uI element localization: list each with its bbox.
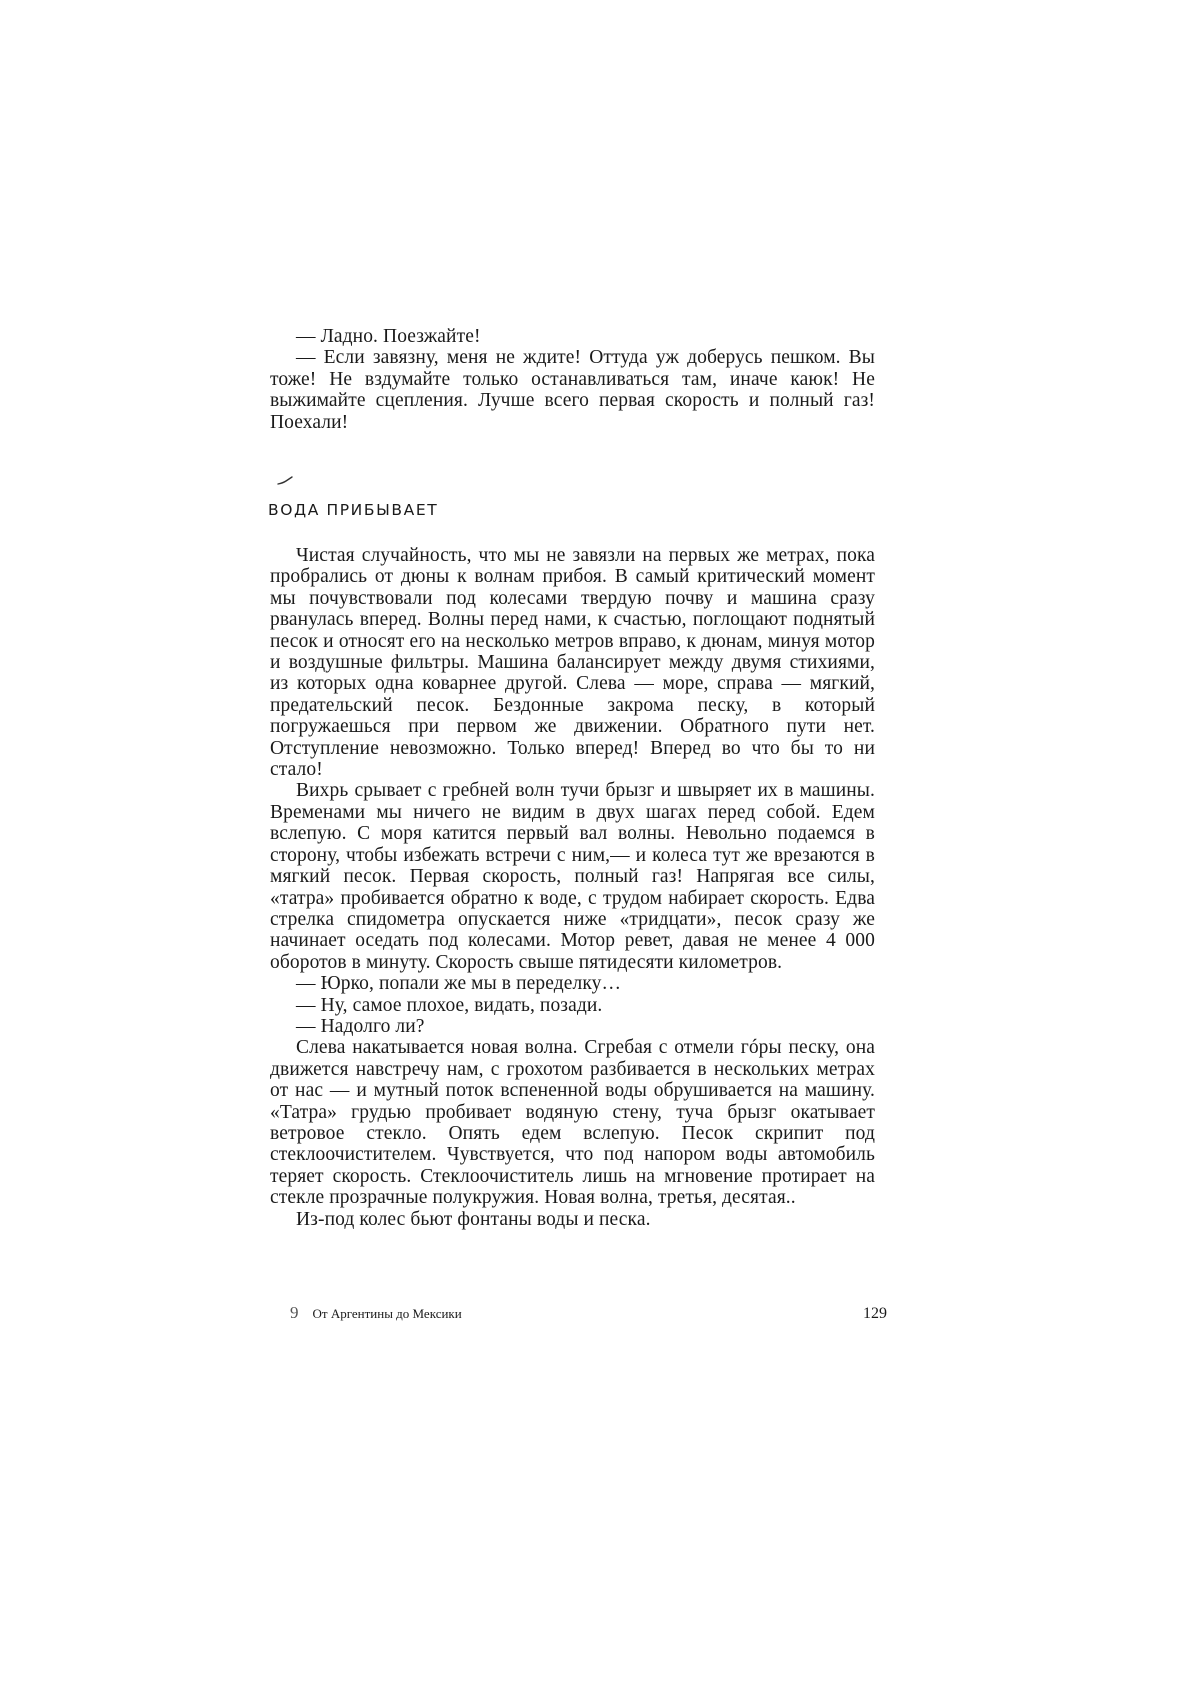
dialogue-line: — Ну, самое плохое, видать, позади. <box>296 994 603 1016</box>
book-title: От Аргентины до Мексики <box>312 1306 462 1321</box>
paragraph: — Ладно. Поезжайте! <box>296 326 481 347</box>
ink-mark-icon <box>277 476 293 486</box>
signature-number: 9 <box>290 1303 299 1322</box>
dialogue-line: — Юрко, попали же мы в переделку… <box>296 973 622 995</box>
paragraph: Слева накатывается новая волна. Сгребая с отмели гóры песку, она движется навстречу нам, с грохотом разбивается в нескольких метрах от нас — и мутный поток вспененной воды обрушивается на машину. «Татра» грудью пробивает водяную стену, туча брызг окатывает ветровое стекло. Опять едем вслепую. Песок скрипит под стеклоочистителем. Чувствуется, что под напором воды автомобиль теряет скорость. Стеклоочиститель лишь на мгновение протирает на стекле прозрачные полукружия. Новая волна, третья, десятая.. <box>270 1037 875 1209</box>
paragraph: — Если завязну, меня не ждите! Оттуда уж доберусь пешком. Вы тоже! Не вздумайте только останавливаться там, иначе каюк! Не выжимайте сцепления. Лучше всего первая скорость и полный газ! Поехали! <box>270 347 875 433</box>
dialogue-line: — Надолго ли? <box>296 1015 425 1037</box>
page-number: 129 <box>863 1305 887 1322</box>
paragraph: Из-под колес бьют фонтаны воды и песка. <box>296 1208 651 1230</box>
intro-text <box>270 326 875 433</box>
main-text <box>270 545 875 1230</box>
page-footer <box>270 1303 887 1323</box>
section-title: ВОДА ПРИБЫВАЕТ <box>268 501 439 519</box>
paragraph: Вихрь срывает с гребней волн тучи брызг и швыряет их в машины. Временами мы ничего не видим в двух шагах перед собой. Едем вслепую. С моря катится первый вал волны. Невольно подаемся в сторону, чтобы избежать встречи с ним,— и колеса тут же врезаются в мягкий песок. Первая скорость, полный газ! Напрягая все силы, «татра» пробивается обратно к воде, с трудом набирает скорость. Едва стрелка спидометра опускается ниже «тридцати», песок сразу же начинает оседать под колесами. Мотор ревет, давая не менее 4 000 оборотов в минуту. Скорость свыше пятидесяти километров. <box>270 780 875 973</box>
paragraph: Чистая случайность, что мы не завязли на первых же метрах, пока пробрались от дюны к волнам прибоя. В самый критический момент мы почувствовали под колесами твердую почву и машина сразу рванулась вперед. Волны перед нами, к счастью, поглощают поднятый песок и относят его на несколько метров вправо, к дюнам, минуя мотор и воздушные фильтры. Машина балансирует между двумя стихиями, из которых одна коварнее другой. Слева — море, справа — мягкий, предательский песок. Бездонные закрома песку, в который погружаешься при первом же движении. Обратного пути нет. Отступление невозможно. Только вперед! Вперед во что бы то ни стало! <box>270 545 875 781</box>
